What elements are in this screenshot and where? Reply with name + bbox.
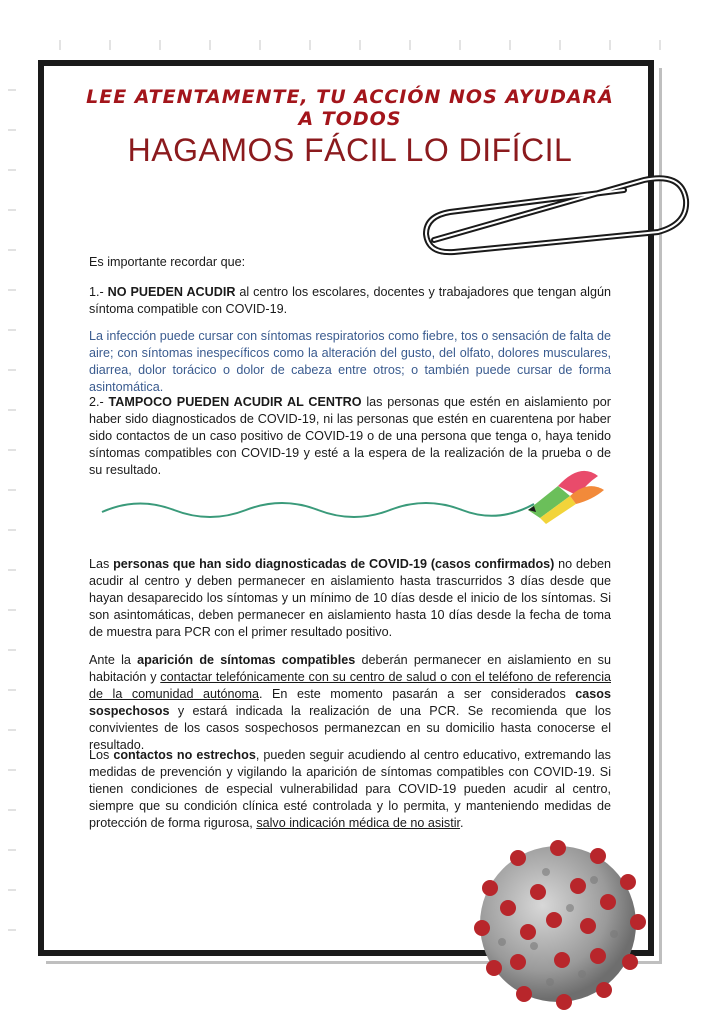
paperclip-icon [414,160,694,260]
virus-spike [580,918,596,934]
virus-spike [570,878,586,894]
virus-spike [546,912,562,928]
point-2-bold: TAMPOCO PUEDEN ACUDIR AL CENTRO [108,395,362,409]
point-2: 2.- TAMPOCO PUEDEN ACUDIR AL CENTRO las personas que estén en aislamiento por haber sido diagnosticados de COVID-19, ni las personas que estén en cuarentena por haber sido contactos de un caso positivo de COVID-19 o de una persona que tenga o, haya tenido síntomas compatibles con COVID-19 y esté a la espera de la realización de la prueba o de su resultado. [89,395,611,477]
intro-text: Es importante recordar que: [89,255,246,269]
virus-spike [590,948,606,964]
virus-spike [510,954,526,970]
wavy-line-decoration [98,460,618,530]
virus-texture-dot [566,904,574,912]
virus-texture-dot [590,876,598,884]
virus-texture-dot [578,970,586,978]
virus-spike [474,920,490,936]
virus-texture-dot [530,942,538,950]
virus-spike [596,982,612,998]
coronavirus-illustration [458,822,658,1022]
virus-spike [500,900,516,916]
tagline: LEE ATENTAMENTE, TU ACCIÓN NOS AYUDARÁ A TODOS [86,86,614,130]
virus-texture-dot [542,868,550,876]
virus-texture-dot [498,938,506,946]
virus-spike [590,848,606,864]
virus-texture-dot [546,978,554,986]
point-1-bold: NO PUEDEN ACUDIR [107,285,236,299]
virus-spike [550,840,566,856]
para-non-close-contacts: Los contactos no estrechos, pueden seguir acudiendo al centro educativo, extremando las medidas de prevención y vigilando la aparición de síntomas compatibles con COVID-19. Si tienen condiciones de especial vulnerabilidad para COVID-19 pueden acudir al centro, siempre que su condición clínica esté controlada y lo permita, y manteniendo medidas de protección de forma rigurosa, salvo indicación médica de no asistir. [89,748,611,830]
virus-texture-dot [610,930,618,938]
virus-spike [630,914,646,930]
virus-spike [622,954,638,970]
page-title: HAGAMOS FÁCIL LO DIFÍCIL [127,132,573,168]
virus-spike [554,952,570,968]
virus-spike [482,880,498,896]
virus-spike [556,994,572,1010]
virus-spike [516,986,532,1002]
point-1: 1.- NO PUEDEN ACUDIR al centro los escolares, docentes y trabajadores que tengan algún síntoma compatible con COVID-19. [89,285,611,316]
medical-exception-text: salvo indicación médica de no asistir [256,816,461,830]
virus-spike [486,960,502,976]
virus-spike [600,894,616,910]
para-confirmed-cases: Las personas que han sido diagnosticadas de COVID-19 (casos confirmados) no deben acudir al centro y deben permanecer en aislamiento hasta trascurridos 3 días desde que hayan desaparecido los síntomas y un mínimo de 10 días desde el inicio de los síntomas. Si son asintomáticas, deben permanecer en aislamiento hasta 10 días desde la fecha de toma de muestra para PCR con el primer resultado positivo. [89,557,611,639]
contact-health-center-text: contactar telefónicamente con su centro de salud o con el teléfono de referencia de la comunidad autónoma [89,670,611,701]
virus-spike [510,850,526,866]
virus-spike [520,924,536,940]
virus-spike [620,874,636,890]
symptoms-note: La infección puede cursar con síntomas respiratorios como fiebre, tos o sensación de falta de aire; con síntomas inespecíficos como la alteración del gusto, del olfato, dolores musculares, diarrea, dolor torácico o dolor de cabeza entre otros; o también puede cursar de forma asintomática. [89,329,611,394]
para-compatible-symptoms: Ante la aparición de síntomas compatibles deberán permanecer en aislamiento en su habitación y contactar telefónicamente con su centro de salud o con el teléfono de referencia de la comunidad autónoma. En este momento pasarán a ser considerados casos sospechosos y estará indicada la realización de una PCR. Se recomienda que los convivientes de los casos sospechosos permanezcan en su domicilio hasta conocerse el resultado. [89,653,611,752]
virus-spike [530,884,546,900]
